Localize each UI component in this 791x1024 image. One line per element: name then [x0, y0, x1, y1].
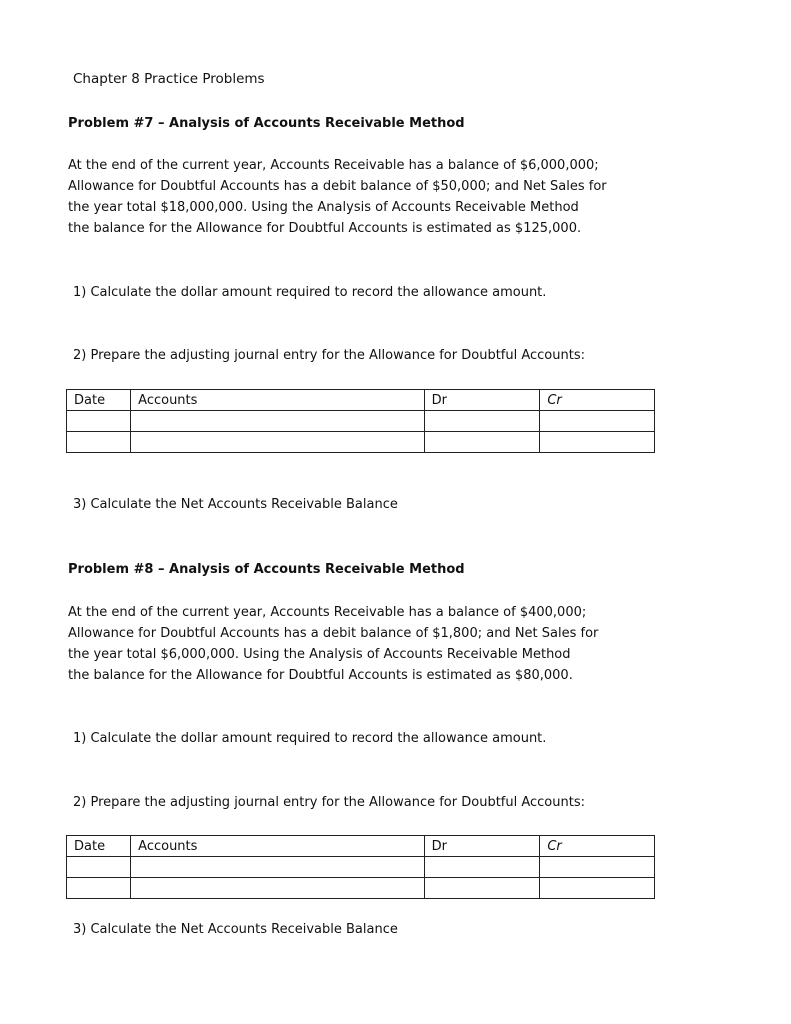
date-cell[interactable] [67, 411, 131, 432]
problem-7-journal-table [66, 389, 655, 453]
problem-8-line-2: Allowance for Doubtful Accounts has a debit balance of $1,800; and Net Sales for [68, 626, 599, 641]
problem-8-description [68, 602, 668, 686]
date-cell[interactable] [67, 432, 131, 453]
table-row [67, 857, 655, 878]
date-cell[interactable] [67, 878, 131, 899]
journal-header-row [67, 390, 655, 411]
accounts-column-header: Accounts [131, 390, 424, 411]
journal-header-row [67, 836, 655, 857]
accounts-cell[interactable] [131, 411, 424, 432]
dr-cell[interactable] [424, 878, 540, 899]
problem-7-line-1: At the end of the current year, Accounts Receivable has a balance of $6,000,000; [68, 158, 599, 173]
accounts-column-header: Accounts [131, 836, 424, 857]
problem-7-question-3: 3) Calculate the Net Accounts Receivable Balance [73, 497, 398, 512]
date-cell[interactable] [67, 857, 131, 878]
problem-8-line-3: the year total $6,000,000. Using the Analysis of Accounts Receivable Method [68, 647, 571, 662]
problem-8-line-1: At the end of the current year, Accounts Receivable has a balance of $400,000; [68, 605, 587, 620]
cr-cell[interactable] [540, 857, 655, 878]
cr-cell[interactable] [540, 432, 655, 453]
date-column-header: Date [67, 390, 131, 411]
problem-8-question-3: 3) Calculate the Net Accounts Receivable Balance [73, 922, 398, 937]
problem-8-title: Problem #8 – Analysis of Accounts Receivable Method [68, 562, 465, 577]
table-row [67, 411, 655, 432]
cr-cell[interactable] [540, 878, 655, 899]
cr-cell[interactable] [540, 411, 655, 432]
dr-cell[interactable] [424, 411, 540, 432]
problem-8-journal-table [66, 835, 655, 899]
dr-cell[interactable] [424, 857, 540, 878]
problem-7-line-3: the year total $18,000,000. Using the Analysis of Accounts Receivable Method [68, 200, 579, 215]
problem-7-question-2: 2) Prepare the adjusting journal entry for the Allowance for Doubtful Accounts: [73, 348, 585, 363]
table-row [67, 878, 655, 899]
dr-column-header: Dr [424, 390, 540, 411]
problem-7-title: Problem #7 – Analysis of Accounts Receivable Method [68, 116, 465, 131]
table-row [67, 432, 655, 453]
accounts-cell[interactable] [131, 878, 424, 899]
problem-8-question-1: 1) Calculate the dollar amount required to record the allowance amount. [73, 731, 547, 746]
problem-7-question-1: 1) Calculate the dollar amount required to record the allowance amount. [73, 285, 547, 300]
page-title: Chapter 8 Practice Problems [73, 71, 265, 87]
accounts-cell[interactable] [131, 432, 424, 453]
accounts-cell[interactable] [131, 857, 424, 878]
cr-column-header: Cr [540, 390, 655, 411]
date-column-header: Date [67, 836, 131, 857]
problem-7-line-2: Allowance for Doubtful Accounts has a debit balance of $50,000; and Net Sales for [68, 179, 607, 194]
problem-7-description [68, 155, 668, 239]
dr-column-header: Dr [424, 836, 540, 857]
problem-8-line-4: the balance for the Allowance for Doubtful Accounts is estimated as $80,000. [68, 668, 573, 683]
dr-cell[interactable] [424, 432, 540, 453]
problem-7-line-4: the balance for the Allowance for Doubtful Accounts is estimated as $125,000. [68, 221, 582, 236]
problem-8-question-2: 2) Prepare the adjusting journal entry for the Allowance for Doubtful Accounts: [73, 795, 585, 810]
cr-column-header: Cr [540, 836, 655, 857]
